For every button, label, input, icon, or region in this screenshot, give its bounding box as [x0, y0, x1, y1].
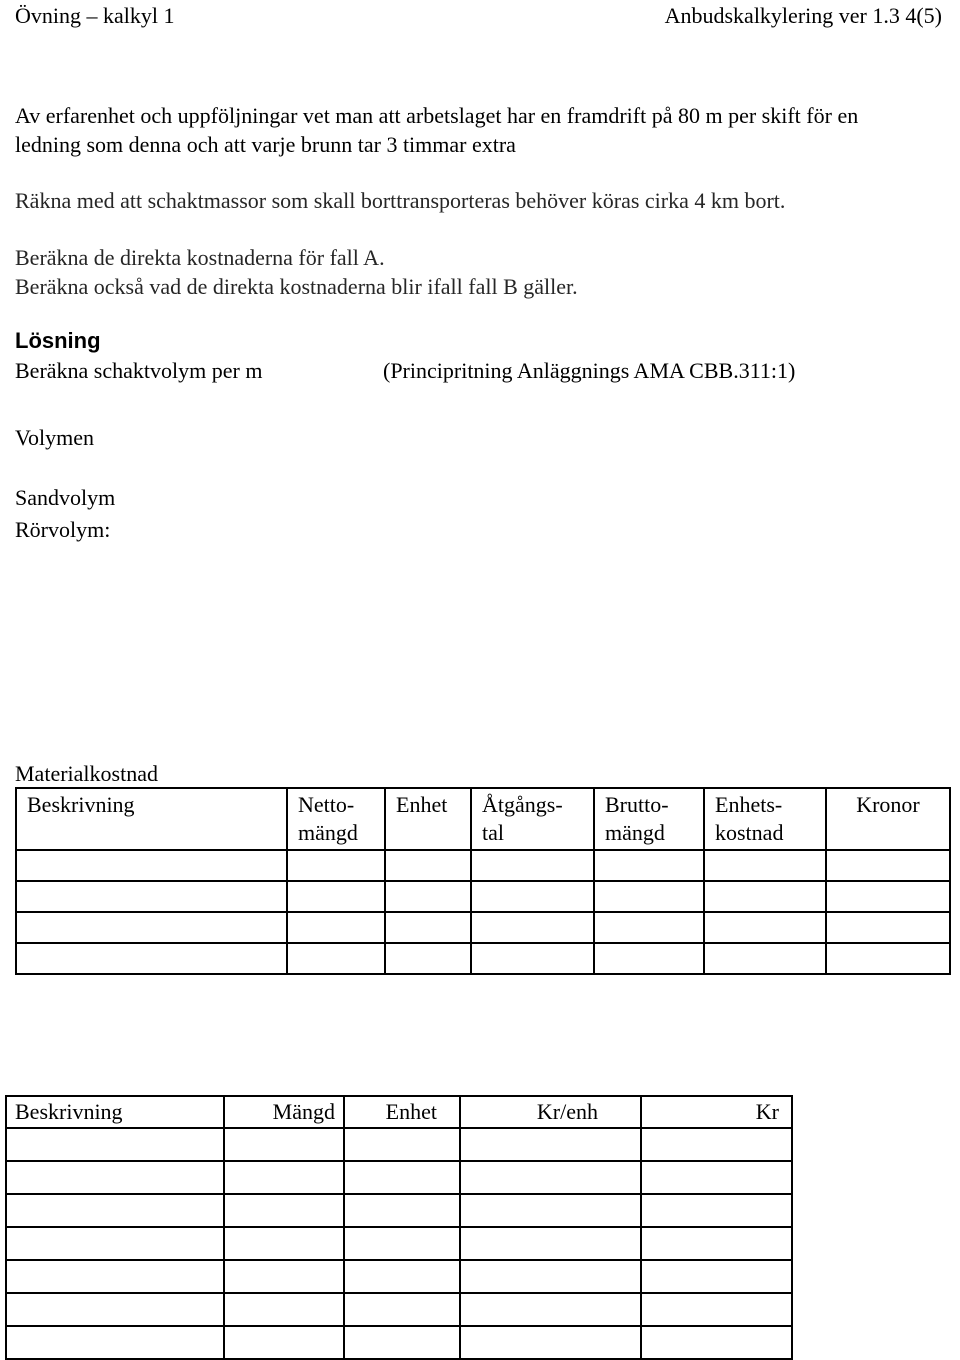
header-cell: Netto- mängd	[287, 788, 385, 850]
table-cell[interactable]	[826, 850, 950, 881]
doc-title: Övning – kalkyl 1	[15, 3, 175, 28]
table-cell[interactable]	[6, 1194, 224, 1227]
table-row	[6, 1293, 792, 1326]
paragraph-line: Beräkna de direkta kostnaderna för fall A.	[15, 245, 385, 270]
table-cell[interactable]	[826, 881, 950, 912]
table-cell[interactable]	[344, 1227, 460, 1260]
table-cell[interactable]	[704, 912, 826, 943]
table-cell[interactable]	[344, 1293, 460, 1326]
table-cell[interactable]	[594, 943, 704, 974]
volume-label: Volymen	[15, 425, 95, 450]
table-cell[interactable]	[6, 1293, 224, 1326]
table-cell[interactable]	[224, 1128, 344, 1161]
table-cell[interactable]	[826, 943, 950, 974]
calc-label: Beräkna schaktvolym per m	[15, 358, 263, 383]
table-cell[interactable]	[344, 1161, 460, 1194]
table-cell[interactable]	[471, 943, 594, 974]
reference-note: (Principritning Anläggnings AMA CBB.311:1)	[383, 358, 796, 383]
table-cell[interactable]	[471, 912, 594, 943]
table-cell[interactable]	[344, 1128, 460, 1161]
table-cell[interactable]	[344, 1260, 460, 1293]
table-cell[interactable]	[460, 1227, 641, 1260]
table-row	[16, 912, 950, 943]
table-cell[interactable]	[641, 1161, 792, 1194]
table-cell[interactable]	[287, 943, 385, 974]
table-cell[interactable]	[641, 1227, 792, 1260]
table-cell[interactable]	[6, 1227, 224, 1260]
table-cell[interactable]	[460, 1128, 641, 1161]
table-row	[6, 1326, 792, 1359]
material-table-title: Materialkostnad	[15, 761, 158, 786]
paragraph-line: Beräkna också vad de direkta kostnaderna blir ifall fall B gäller.	[15, 274, 578, 299]
table-cell[interactable]	[704, 943, 826, 974]
table-cell[interactable]	[16, 881, 287, 912]
header-cell: Mängd	[224, 1096, 344, 1128]
table-cell[interactable]	[6, 1260, 224, 1293]
table-cell[interactable]	[460, 1260, 641, 1293]
table-row	[16, 881, 950, 912]
table-header-row	[6, 1096, 792, 1128]
header-cell: Kronor	[826, 788, 950, 850]
table-cell[interactable]	[224, 1194, 344, 1227]
table-cell[interactable]	[594, 912, 704, 943]
table-cell[interactable]	[460, 1326, 641, 1359]
table-cell[interactable]	[704, 850, 826, 881]
paragraph-line: Räkna med att schaktmassor som skall borttransporteras behöver köras cirka 4 km bort.	[15, 188, 786, 213]
table-cell[interactable]	[16, 943, 287, 974]
header-cell: Kr/enh	[460, 1096, 641, 1128]
cost-table	[5, 1095, 793, 1360]
table-cell[interactable]	[641, 1128, 792, 1161]
table-row	[6, 1161, 792, 1194]
solution-heading: Lösning	[15, 328, 101, 353]
table-cell[interactable]	[385, 943, 471, 974]
table-cell[interactable]	[224, 1161, 344, 1194]
table-cell[interactable]	[224, 1293, 344, 1326]
table-cell[interactable]	[641, 1194, 792, 1227]
table-cell[interactable]	[287, 850, 385, 881]
material-cost-table	[15, 787, 951, 975]
table-cell[interactable]	[641, 1326, 792, 1359]
table-cell[interactable]	[287, 912, 385, 943]
table-cell[interactable]	[385, 912, 471, 943]
header-cell: Enhet	[344, 1096, 460, 1128]
table-cell[interactable]	[224, 1260, 344, 1293]
table-cell[interactable]	[6, 1326, 224, 1359]
table-row	[6, 1260, 792, 1293]
table-cell[interactable]	[594, 850, 704, 881]
header-cell: Enhets- kostnad	[704, 788, 826, 850]
table-cell[interactable]	[224, 1326, 344, 1359]
table-cell[interactable]	[704, 881, 826, 912]
table-cell[interactable]	[460, 1194, 641, 1227]
paragraph-line: Av erfarenhet och uppföljningar vet man att arbetslaget har en framdrift på 80 m per skift för en	[15, 103, 859, 128]
table-cell[interactable]	[16, 850, 287, 881]
table-cell[interactable]	[471, 850, 594, 881]
table-row	[6, 1227, 792, 1260]
table-cell[interactable]	[641, 1260, 792, 1293]
sand-volume-label: Sandvolym	[15, 485, 116, 510]
table-cell[interactable]	[344, 1194, 460, 1227]
table-cell[interactable]	[385, 881, 471, 912]
header-cell: Kr	[641, 1096, 792, 1128]
table-cell[interactable]	[344, 1326, 460, 1359]
paragraph-line: ledning som denna och att varje brunn tar 3 timmar extra	[15, 132, 516, 157]
header-cell: Beskrivning	[6, 1096, 224, 1128]
table-row	[6, 1128, 792, 1161]
table-cell[interactable]	[826, 912, 950, 943]
pipe-volume-label: Rörvolym:	[15, 517, 111, 542]
table-cell[interactable]	[16, 912, 287, 943]
table-cell[interactable]	[460, 1293, 641, 1326]
table-row	[16, 850, 950, 881]
header-cell: Enhet	[385, 788, 471, 850]
table-cell[interactable]	[6, 1128, 224, 1161]
table-row	[6, 1194, 792, 1227]
table-cell[interactable]	[641, 1293, 792, 1326]
table-cell[interactable]	[287, 881, 385, 912]
table-row	[16, 943, 950, 974]
doc-version: Anbudskalkylering ver 1.3 4(5)	[664, 3, 942, 28]
table-cell[interactable]	[594, 881, 704, 912]
table-cell[interactable]	[471, 881, 594, 912]
table-cell[interactable]	[385, 850, 471, 881]
table-cell[interactable]	[460, 1161, 641, 1194]
header-cell: Brutto- mängd	[594, 788, 704, 850]
table-header-row	[16, 788, 950, 850]
header-cell: Beskrivning	[16, 788, 287, 850]
header-cell: Åtgångs- tal	[471, 788, 594, 850]
table-cell[interactable]	[6, 1161, 224, 1194]
table-cell[interactable]	[224, 1227, 344, 1260]
